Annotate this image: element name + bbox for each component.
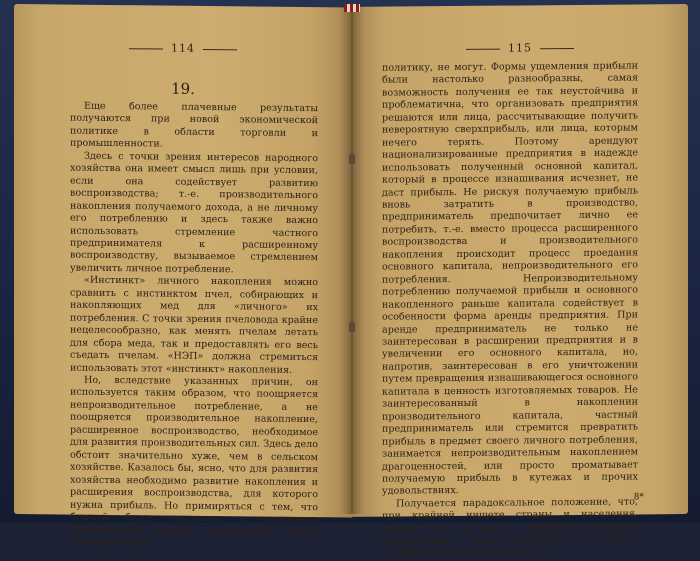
left-page-number — [14, 40, 352, 57]
headband — [344, 4, 360, 12]
binding-stitch — [349, 154, 355, 164]
page-number-rule — [129, 48, 163, 49]
open-book — [14, 4, 688, 560]
page-number-rule — [203, 48, 237, 49]
section-number: 19. — [171, 79, 195, 98]
signature-mark: 8* — [633, 492, 644, 503]
page-number-rule — [540, 47, 574, 48]
left-page-text — [70, 101, 318, 552]
right-page-number — [352, 40, 688, 56]
page-number-rule — [466, 48, 500, 49]
right-page-number-text: 115 — [508, 41, 532, 55]
paragraph: Еще более плачевные результаты получаются при новой экономической политике в области торговли и промышленности. — [70, 100, 318, 150]
paragraph: Здесь с точки зрения интересов народного хозяйства она имеет смысл лишь при условии, если она содействует развитию воспроизводства; т.-е. производительного накопления получаемого дохода, а не личному его потреблению и здесь также важно использовать стремление частного предпринимателя к расширенному воспроизводству, вызываемое стремлением увеличить личное потребление. — [70, 150, 318, 276]
left-page — [14, 4, 352, 549]
right-page — [352, 4, 688, 560]
binding-stitch — [349, 322, 355, 332]
paragraph: Но, вследствие указанных причин, он используется таким образом, что поощряется непроизводительное потребление, а не поощряется производительное накопление, расширенное воспроизводство, необходимое для развития производительных сил. Здесь дело обстоит значительно хуже, чем в сельском хозяйстве. Казалось бы, ясно, что для развития хозяйства необходимо развитие накопления и расширения воспроизводства, для которого нужна прибыль. Но примиряться с тем, что буржуй будет накоплять и расширять производство многие, проводящие новую экономическую — [70, 374, 318, 549]
right-page-text — [382, 60, 638, 560]
paragraph: политику, не могут. Формы ущемления прибыли были настолько разнообразны, самая возможность получения ее так неустойчива и проблематична, что организовать предприятия решаются или лица, рассчитывающие получить невероятную сверхприбыль, или лица, которым нечего терять. Поэтому арендуют национализированные предприятия в надежде использовать полученный основной капитал, который в процессе изнашивания исчезнет, не даст прибыль. Не рискуя получаемую прибыль вновь затратить в производство, предприниматель предпочитает лично ее потребить, т.-е. вместо процесса расширенного воспроизводства и производительного накопления происходит процесс проедания основного капитала, непроизводительного его потребления. Непроизводительному потреблению получаемой прибыли и основного накопленного раньше капитала содействует в особенности форма аренды предприятия. При аренде предприниматель не только не заинтересован в расширении предприятия и в увеличении его основного капитала, но, напротив, заинтересован в его уничтожении путем превращения изнашивающегося основного капитала в ценность изготовляемых товаров. Не заинтересованный в накоплении производительного капитала, частный предприниматель или стремится превратить прибыль в предмет своего личного потребления, занимается непроизводительным накоплением драгоценностей, или просто проматывает получаемую прибыль в кутежах и прочих удовольствиях. — [382, 60, 638, 498]
paragraph: «Инстинкт» личного накопления можно сравнить с инстинктом пчел, собирающих и накопляющих мед для «личного» их потребления. С точки зрения пчеловода крайне нецелесообразно, как менять пчелам летать для сбора меда, так и предоставлять его весь съедать пчелам. «НЭП» должна стремиться использовать этот «инстинкт» накопления. — [70, 275, 318, 376]
paragraph: Получается парадоксальное положение, что, при крайней нищете страны и населения, Москва по размерам непроизводительного потребления в форме роскоши и мотовства необыкновенно преуспевает. По- — [382, 496, 638, 560]
left-page-number-text: 114 — [171, 41, 195, 55]
